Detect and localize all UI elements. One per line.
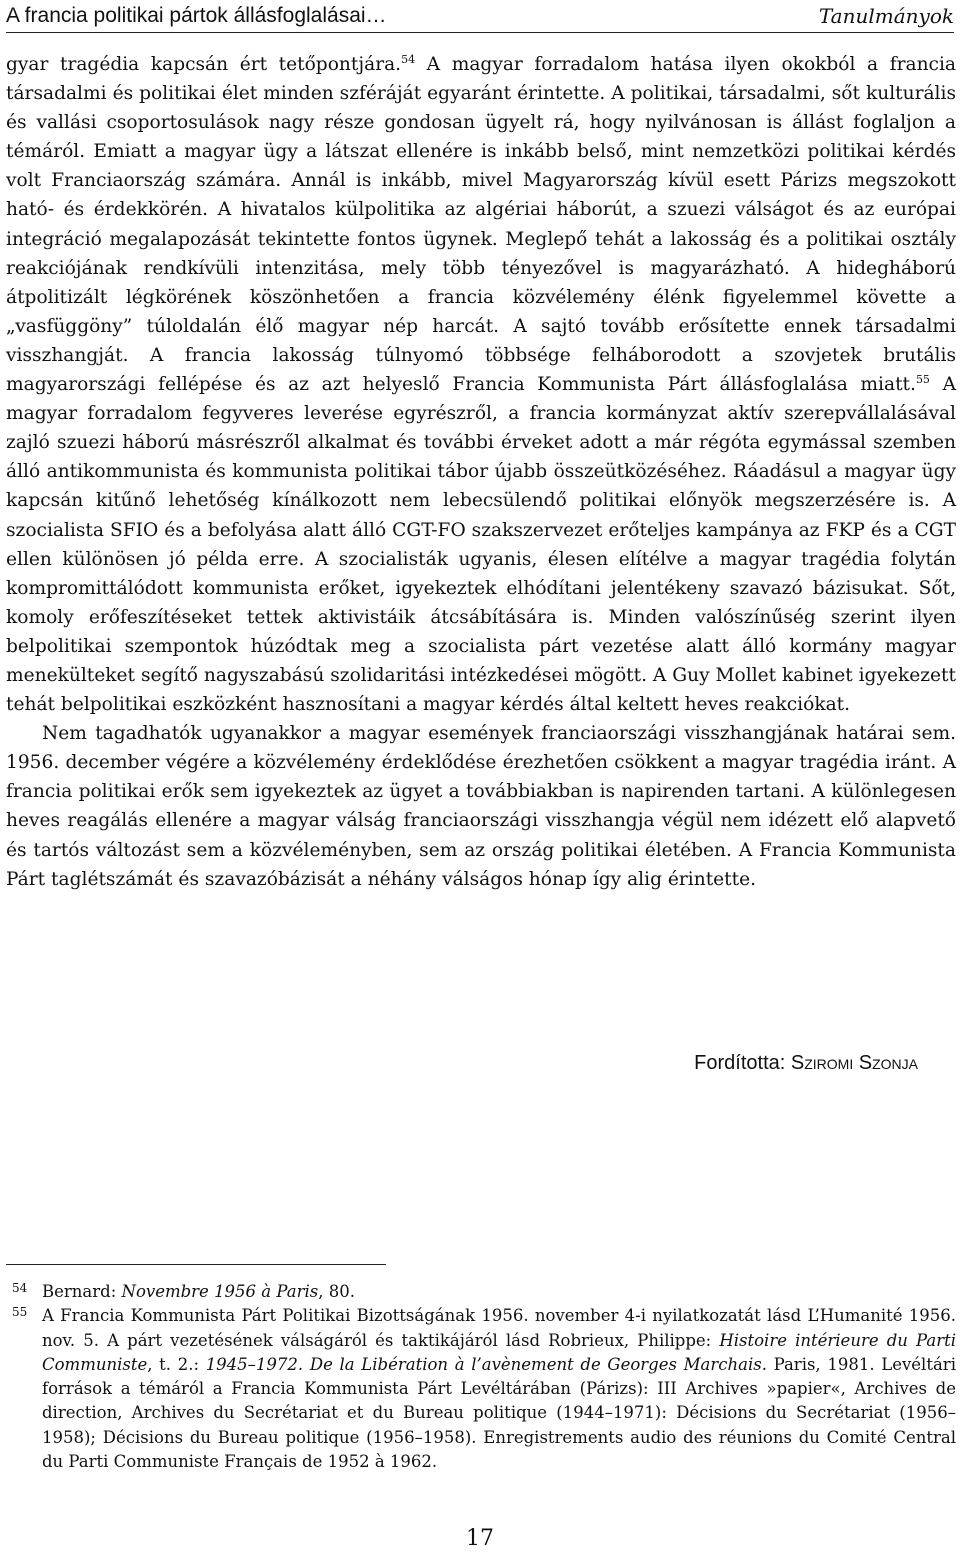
translator-name: Sziromi Szonja: [790, 1052, 918, 1074]
header-title: A francia politikai pártok állásfoglalásai…: [6, 4, 387, 27]
footnote-number: 55: [12, 1305, 28, 1320]
footnotes: [6, 1280, 956, 1474]
footnote-ref-54[interactable]: 54: [401, 53, 416, 66]
translator-credit: [0, 1052, 918, 1075]
paragraph-2: Nem tagadhatók ugyanakkor a magyar események franciaországi visszhangjának határai sem. 1956. december végére a közvélemény érdeklődése érezhetően csökkent a magyar tragédia iránt. A francia politikai erők sem igyekeztek az ügyet a továbbiakban is napirenden tartani. A különlegesen heves reagálás ellenére a magyar válság franciaországi visszhangja végül nem idézett elő alapvető és tartós változást sem a közvéleményben, sem az ország politikai életében. A Francia Kommunista Párt taglétszámát és szavazóbázisát a néhány válságos hónap így alig érintette.: [6, 723, 956, 890]
footnote-text: Bernard:: [42, 1282, 122, 1301]
footnote-separator: [6, 1264, 386, 1265]
running-header: [6, 2, 954, 33]
footnote-italic-title: 1945–1972. De la Libération à l’avènement de Georges Marchais: [205, 1354, 762, 1374]
main-text: [6, 50, 956, 894]
footnote-text: A Francia Kommunista Párt Politikai Bizottságának 1956. november 4-i nyilatkozatát lásd L’Humanité 1956. nov. 5. A párt vezetésének válságáról és taktikájáról lásd Robrieux, Philippe:: [42, 1306, 956, 1350]
footnote-54: [6, 1280, 956, 1304]
footnote-text: . Paris, 1981. Levéltári források a témáról a Francia Kommunista Párt Levéltárában (Párizs): III Archives »papier«, Archives de direction, Archives du Secrétariat et du Bureau politique (1944–1971): Décisions du Secrétariat (1956–1958); Décisions du Bureau politique (1956–1958). Enregistrements audio des réunions du Comité Central du Parti Communiste Français de 1952 à 1962.: [42, 1354, 956, 1472]
credit-label: Fordította:: [694, 1052, 791, 1074]
footnote-ref-55[interactable]: 55: [915, 373, 930, 387]
paragraph-1-part-1: gyar tragédia kapcsán ért tetőpontjára.: [6, 54, 402, 75]
footnote-italic-title: Novembre 1956 à Paris: [121, 1282, 319, 1301]
paragraph-1: [6, 50, 956, 719]
paragraph-1-part-2: A magyar forradalom hatása ilyen okokból a francia társadalmi és politikai élet minden szféráját egyaránt érintette. A politikai, társadalmi, sőt kulturális és vallási csoportosulások nagy része gondosan ügyelt rá, hogy nyilvánosan is állást foglaljon a témáról. Emiatt a magyar ügy a látszat ellenére is inkább belső, mint nemzetközi politikai kérdés volt Franciaország számára. Annál is inkább, mivel Magyarország kívül esett Párizs megszokott ható- és érdekkörén. A hivatalos külpolitika az algériai háborút, a szuezi válságot és az európai integráció megalapozását tekintette fontos ügynek. Meglepő tehát a lakosság és a politikai osztály reakciójának rendkívüli intenzitása, mely több tényezővel is magyarázható. A hidegháború átpolitizált légkörének köszönhetően a francia közvélemény élénk figyelemmel követte a „vasfüggöny” túloldalán élő magyar nép harcát. A sajtó tovább erősítette ennek társadalmi visszhangját. A francia lakosság túlnyomó többsége felháborodott a szovjetek brutális magyarországi fellépése és az azt helyeslő Francia Kommunista Párt állásfoglalása miatt.: [6, 54, 956, 396]
footnote-italic-title: Histoire intérieure du Parti Communiste: [42, 1330, 956, 1374]
page-number: 17: [466, 1526, 494, 1551]
footnote-55: [6, 1304, 956, 1474]
header-section: Tanulmányok: [818, 4, 954, 28]
footnote-number: 54: [12, 1281, 28, 1295]
footnote-text: , 80.: [318, 1282, 355, 1301]
footnote-text: , t. 2.:: [147, 1354, 206, 1374]
paragraph-1-part-3: A magyar forradalom fegyveres leverése egyrészről, a francia kormányzat aktív szerepvállalásával zajló szuezi háború másrészről alkalmat és további érveket adott a már régóta egymással szemben álló antikommunista és kommunista politikai tábor újabb összeütközéséhez. Ráadásul a magyar ügy kapcsán kitűnő lehetőség kínálkozott nem lebecsülendő politikai előnyök megszerzésére is. A szocialista SFIO és a befolyása alatt álló CGT-FO szakszervezet erőteljes kampánya az FKP és a CGT ellen különösen jó példa erre. A szocialisták ugyanis, élesen elítélve a magyar tragédia folytán kompromittálódott kommunista erőket, igyekeztek elhódítani jelentékeny szavazó bázisukat. Sőt, komoly erőfeszítéseket tettek aktivistáik átcsábítására is. Minden valószínűség szerint ilyen belpolitikai szempontok húzódtak meg a szocialista párt vezetése alatt álló kormány magyar menekülteket segítő nagyszabású szolidaritási intézkedései mögött. A Guy Mollet kabinet igyekezett tehát belpolitikai eszközként hasznosítani a magyar kérdés által keltett heves reakciókat.: [6, 374, 956, 716]
